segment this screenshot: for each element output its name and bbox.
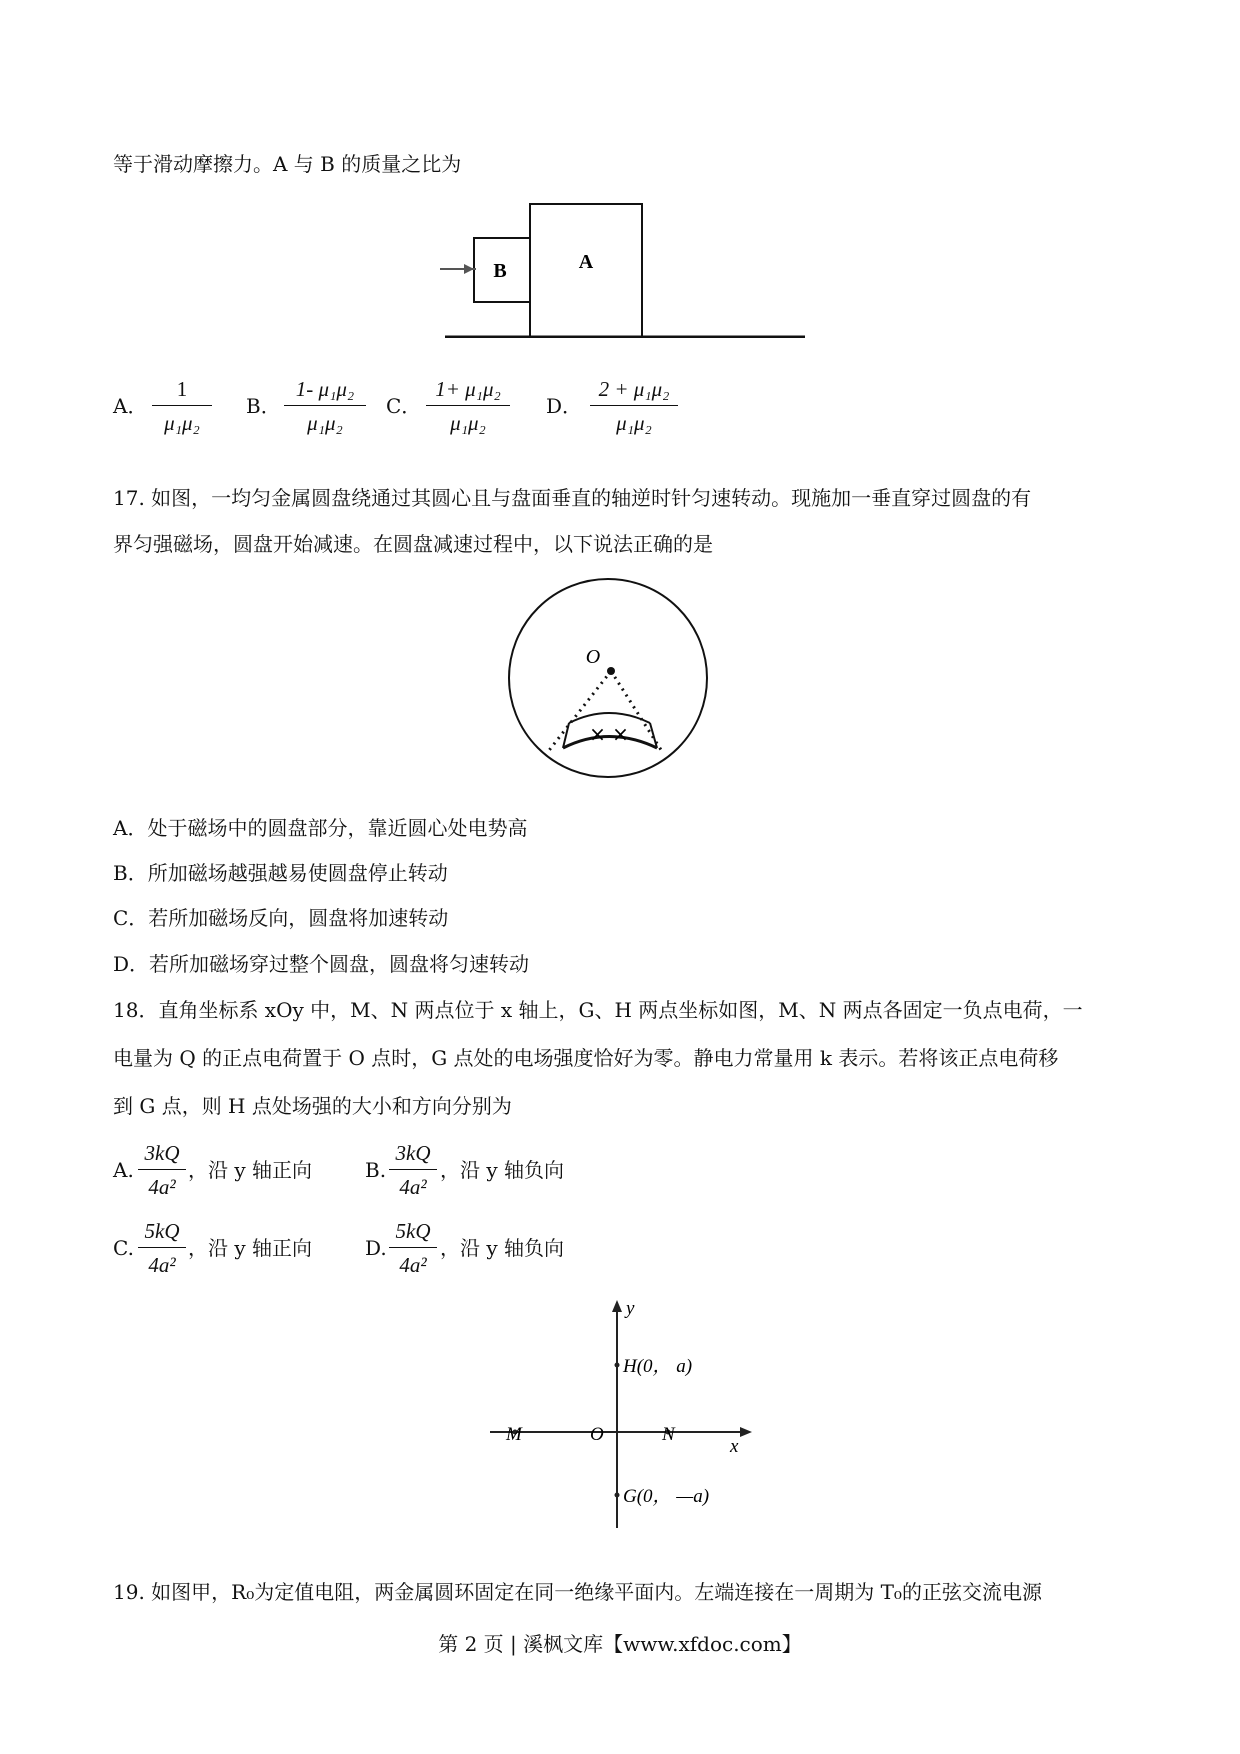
q17-option-c: C．若所加磁场反向，圆盘将加速转动 (113, 906, 449, 930)
q19-stem-line1: 19. 如图甲，R₀为定值电阻，两金属圆环固定在同一绝缘平面内。左端连接在一周期为 T₀的正弦交流电源 (113, 1580, 1042, 1604)
q18-option-b-fraction: 3kQ 4a² (389, 1140, 437, 1200)
y-axis-arrow (612, 1300, 622, 1312)
x-axis-arrow (740, 1427, 752, 1437)
q16-option-a-fraction: 1 μ₁μ₂ (152, 376, 212, 436)
q18-option-d-direction: ，沿 y 轴负向 (440, 1236, 565, 1260)
q17-stem-line2: 界匀强磁场，圆盘开始减速。在圆盘减速过程中，以下说法正确的是 (113, 532, 713, 556)
q18-option-a-fraction: 3kQ 4a² (138, 1140, 186, 1200)
q17-option-d: D．若所加磁场穿过整个圆盘，圆盘将匀速转动 (113, 952, 530, 976)
point-m-label: M (506, 1424, 522, 1445)
field-into-page-marks: × × (589, 722, 629, 746)
q18-stem-line3: 到 G 点，则 H 点处场强的大小和方向分别为 (113, 1094, 512, 1118)
q18-option-b-direction: ，沿 y 轴负向 (440, 1158, 565, 1182)
q18-option-d-fraction: 5kQ 4a² (389, 1218, 437, 1278)
point-h-label: H(0， a) (623, 1356, 693, 1377)
q16-stem-tail: 等于滑动摩擦力。A 与 B 的质量之比为 (113, 152, 462, 176)
q18-option-d-label: D. (365, 1236, 387, 1260)
q18-option-c-fraction: 5kQ 4a² (138, 1218, 186, 1278)
disk-outline (509, 579, 707, 777)
point-n-label: N (662, 1424, 675, 1445)
q17-option-a: A．处于磁场中的圆盘部分，靠近圆心处电势高 (113, 816, 528, 840)
coordinate-figure (490, 1292, 760, 1532)
q16-option-c-fraction: 1+ μ₁μ₂ μ₁μ₂ (426, 376, 510, 436)
q16-option-d-fraction: 2 + μ₁μ₂ μ₁μ₂ (590, 376, 678, 436)
q18-option-c-label: C. (113, 1236, 134, 1260)
point-g (615, 1493, 620, 1498)
arrow-tail (470, 264, 480, 274)
y-axis-label: y (626, 1298, 635, 1319)
disk-center-label: O (585, 646, 601, 668)
q18-option-b-label: B. (365, 1158, 387, 1182)
q16-option-c-label: C． (386, 394, 422, 418)
q16-option-b-label: B． (246, 394, 281, 418)
origin-label: O (590, 1424, 604, 1445)
blocks-figure (440, 198, 810, 338)
point-g-label: G(0， —a) (623, 1486, 710, 1507)
q18-stem-line1: 18．直角坐标系 xOy 中，M、N 两点位于 x 轴上，G、H 两点坐标如图，M、N 两点各固定一负点电荷，一 (113, 998, 1083, 1022)
q17-stem-line1: 17. 如图，一均匀金属圆盘绕通过其圆心且与盘面垂直的轴逆时针匀速转动。现施加一垂直穿过圆盘的有 (113, 486, 1032, 510)
page-footer: 第 2 页 | 溪枫文库【www.xfdoc.com】 (438, 1632, 802, 1656)
block-b-label: B (493, 260, 507, 282)
q18-stem-line2: 电量为 Q 的正点电荷置于 O 点时，G 点处的电场强度恰好为零。静电力常量用 k 表示。若将该正点电荷移 (113, 1046, 1059, 1070)
q18-option-a-label: A. (113, 1158, 134, 1182)
point-h (615, 1363, 620, 1368)
block-a-label: A (578, 251, 594, 273)
x-axis-label: x (730, 1436, 739, 1457)
q16-option-d-label: D． (546, 394, 583, 418)
q18-option-a-direction: ，沿 y 轴正向 (188, 1158, 313, 1182)
q17-option-b: B．所加磁场越强越易使圆盘停止转动 (113, 861, 448, 885)
rotating-disk-figure (505, 575, 711, 781)
q16-option-a-label: A． (113, 394, 148, 418)
q16-option-b-fraction: 1- μ₁μ₂ μ₁μ₂ (284, 376, 366, 436)
q18-option-c-direction: ，沿 y 轴正向 (188, 1236, 313, 1260)
